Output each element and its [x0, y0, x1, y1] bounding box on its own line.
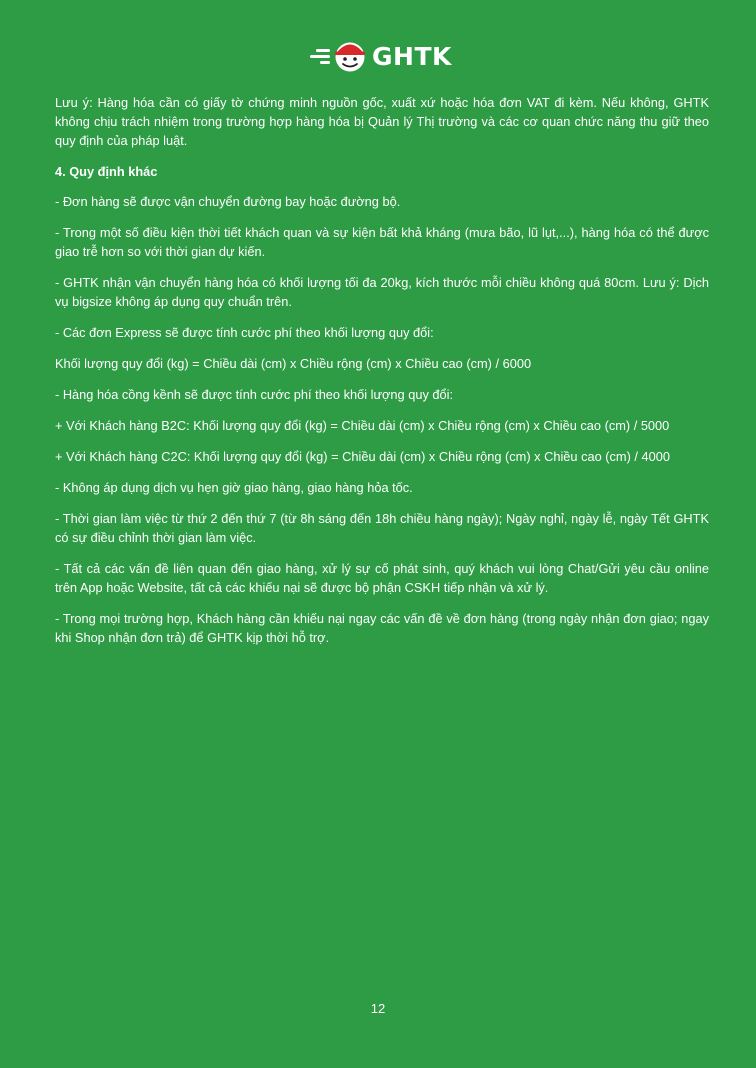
paragraph: - Hàng hóa cồng kềnh sẽ được tính cước phí theo khối lượng quy đổi: — [55, 387, 454, 402]
paragraph: - Không áp dụng dịch vụ hẹn giờ giao hàng, giao hàng hỏa tốc. — [55, 480, 413, 495]
paragraph: + Với Khách hàng C2C: Khối lượng quy đổi (kg) = Chiều dài (cm) x Chiều rộng (cm) x Chiều cao (cm) / 4000 — [55, 449, 670, 464]
paragraph: Khối lượng quy đổi (kg) = Chiều dài (cm) x Chiều rộng (cm) x Chiều cao (cm) / 6000 — [55, 356, 532, 371]
paragraph: - Trong một số điều kiện thời tiết khách quan và sự kiện bất khả kháng (mưa bão, lũ lụt,...), hàng hóa có thể được giao trễ hơn so với thời gian dự kiến. — [55, 225, 709, 259]
paragraph: - Đơn hàng sẽ được vận chuyển đường bay hoặc đường bộ. — [55, 194, 401, 209]
paragraph: + Với Khách hàng B2C: Khối lượng quy đổi (kg) = Chiều dài (cm) x Chiều rộng (cm) x Chiều cao (cm) / 5000 — [55, 418, 670, 433]
paragraph: - GHTK nhận vận chuyển hàng hóa có khối lượng tối đa 20kg, kích thước mỗi chiều không quá 80cm. Lưu ý: Dịch vụ bigsize không áp dụng quy chuẩn trên. — [55, 275, 709, 309]
document-body — [55, 93, 709, 659]
paragraph: - Thời gian làm việc từ thứ 2 đến thứ 7 (từ 8h sáng đến 18h chiều hàng ngày); Ngày nghỉ, ngày lễ, ngày Tết GHTK có sự điều chỉnh thời gian làm việc. — [55, 511, 709, 545]
paragraph: - Tất cả các vấn đề liên quan đến giao hàng, xử lý sự cố phát sinh, quý khách vui lòng Chat/Gửi yêu cầu online trên App hoặc Website, tất cả các khiếu nại sẽ được bộ phận CSKH tiếp nhận và xử lý. — [55, 561, 709, 595]
paragraph: - Các đơn Express sẽ được tính cước phí theo khối lượng quy đổi: — [55, 325, 434, 340]
note-paragraph: Lưu ý: Hàng hóa cần có giấy tờ chứng minh nguồn gốc, xuất xứ hoặc hóa đơn VAT đi kèm. Nếu không, GHTK không chịu trách nhiệm trong trường hợp hàng hóa bị Quản lý Thị trường và các cơ quan chức năng thu giữ theo quy định của pháp luật. — [55, 95, 709, 148]
paragraph: - Trong mọi trường hợp, Khách hàng cần khiếu nại ngay các vấn đề về đơn hàng (trong ngày nhận đơn giao; ngay khi Shop nhận đơn trả) để GHTK kịp thời hỗ trợ. — [55, 611, 709, 645]
speed-lines-icon — [308, 39, 330, 73]
section-title: 4. Quy định khác — [55, 164, 158, 179]
page-number: 12 — [370, 1001, 386, 1016]
delivery-mascot-icon — [333, 38, 367, 74]
logo-text: GHTK — [372, 41, 452, 71]
ghtk-logo — [308, 36, 452, 76]
